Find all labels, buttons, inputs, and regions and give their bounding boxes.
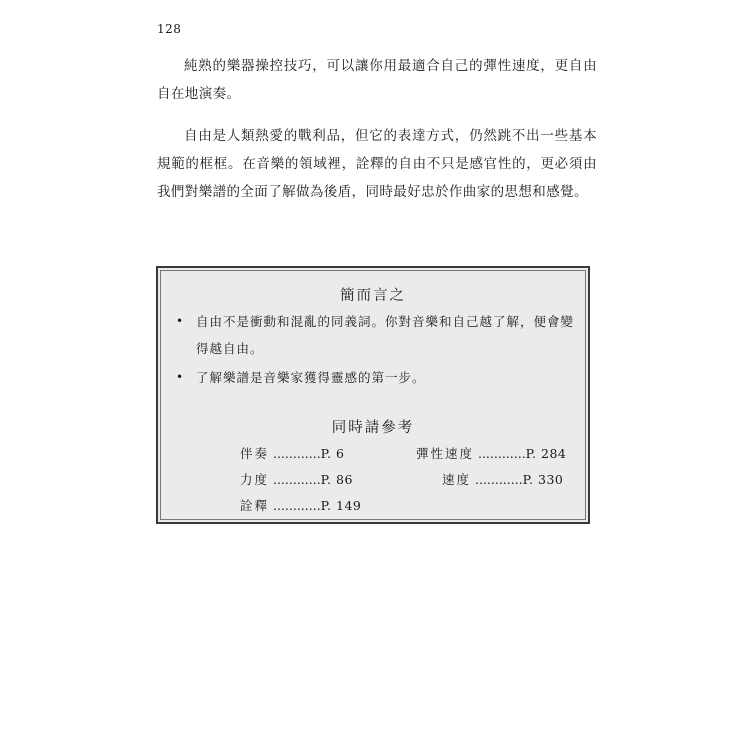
reference-label: 彈性速度 bbox=[416, 446, 475, 461]
reference-label: 力度 bbox=[240, 472, 270, 487]
see-also-heading: 同時請參考 bbox=[331, 420, 415, 436]
body-text bbox=[157, 52, 597, 220]
reference-entry bbox=[416, 444, 566, 462]
reference-page: P. 330 bbox=[522, 472, 564, 487]
reference-entry bbox=[442, 470, 563, 488]
summary-bullet-item bbox=[174, 364, 578, 391]
summary-bullet-item bbox=[174, 308, 578, 362]
reference-label: 速度 bbox=[442, 472, 472, 487]
reference-leader: ............ bbox=[471, 472, 523, 487]
reference-label: 伴奏 bbox=[240, 446, 270, 461]
bullet-icon: • bbox=[176, 370, 185, 384]
reference-entry bbox=[240, 470, 353, 488]
reference-leader: ............ bbox=[474, 446, 526, 461]
bullet-icon: • bbox=[176, 314, 185, 328]
reference-label: 詮釋 bbox=[240, 498, 270, 513]
reference-leader: ............ bbox=[269, 472, 321, 487]
paragraph: 純熟的樂器操控技巧，可以讓你用最適合自己的彈性速度，更自由自在地演奏。 bbox=[157, 58, 597, 102]
summary-bullet-list bbox=[174, 308, 578, 393]
reference-page: P. 86 bbox=[320, 472, 353, 487]
reference-entry bbox=[240, 444, 344, 462]
summary-box bbox=[156, 266, 590, 524]
reference-entry bbox=[240, 496, 361, 514]
reference-page: P. 149 bbox=[320, 498, 362, 513]
reference-leader: ............ bbox=[269, 446, 321, 461]
bullet-text: 了解樂譜是音樂家獲得靈感的第一步。 bbox=[196, 370, 426, 385]
reference-page: P. 284 bbox=[525, 446, 567, 461]
reference-page: P. 6 bbox=[320, 446, 345, 461]
reference-leader: ............ bbox=[269, 498, 321, 513]
bullet-text: 自由不是衝動和混亂的同義詞。你對音樂和自己越了解，便會變得越自由。 bbox=[196, 314, 575, 356]
paragraph: 自由是人類熱愛的戰利品，但它的表達方式，仍然跳不出一些基本規範的框框。在音樂的領域裡，詮釋的自由不只是感官性的，更必須由我們對樂譜的全面了解做為後盾，同時最好忠於作曲家的思想和感覺。 bbox=[157, 128, 597, 200]
summary-heading: 簡而言之 bbox=[340, 288, 406, 304]
page-number: 128 bbox=[157, 22, 182, 36]
